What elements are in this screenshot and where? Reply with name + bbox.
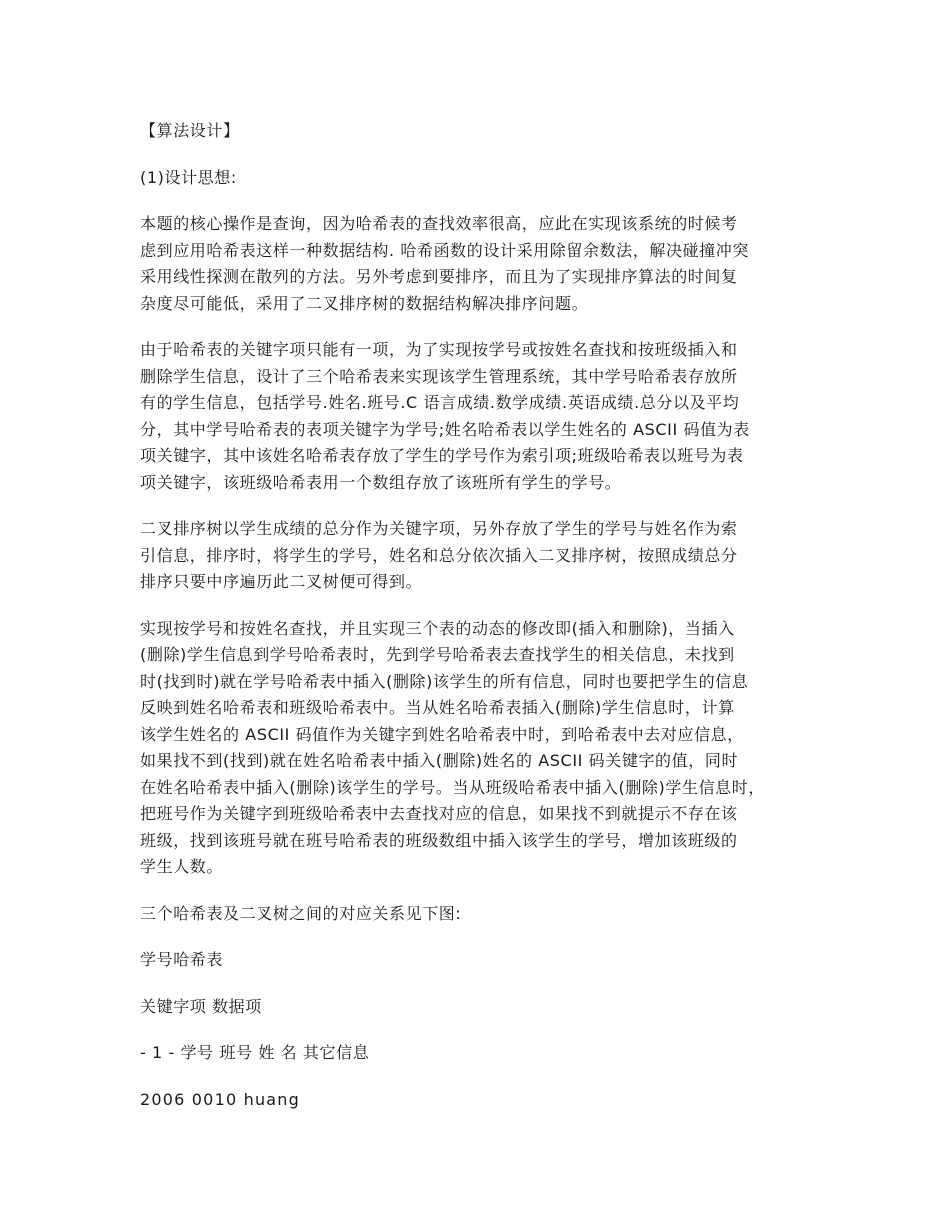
paragraph-line: 在姓名哈希表中插入(删除)该学生的学号。当从班级哈希表中插入(删除)学生信息时， [140, 777, 765, 797]
paragraph-line: 删除学生信息，设计了三个哈希表来实现该学生管理系统，其中学号哈希表存放所 [140, 366, 738, 386]
paragraph-line: 项关键字，其中该姓名哈希表存放了学生的学号作为索引项;班级哈希表以班号为表 [140, 446, 744, 465]
paragraph-line: 反映到姓名哈希表和班级哈希表中。当从姓名哈希表插入(删除)学生信息时，计算 [140, 698, 735, 717]
paragraph-line: 项关键字，该班级哈希表用一个数组存放了该班所有学生的学号。 [140, 472, 622, 492]
paragraph-line: 实现按学号和按姓名查找，并且实现三个表的动态的修改即(插入和删除)，当插入 [140, 618, 735, 638]
figure-intro: 三个哈希表及二叉树之间的对应关系见下图: [140, 903, 462, 923]
paragraph-line: 虑到应用哈希表这样一种数据结构. 哈希函数的设计采用除留余数法，解决碰撞冲突 [140, 240, 749, 260]
paragraph-line: 学生人数。 [140, 857, 224, 876]
paragraph-line: 由于哈希表的关键字项只能有一项，为了实现按学号或按姓名查找和按班级插入和 [140, 340, 738, 359]
paragraph-line: 该学生姓名的 ASCII 码值作为关键字到姓名哈希表中时，到哈希表中去对应信息， [140, 724, 744, 744]
paragraph-line: 时(找到时)就在学号哈希表中插入(删除)该学生的所有信息，同时也要把学生的信息 [140, 671, 749, 691]
paragraph-line: 班级，找到该班号就在班号哈希表的班级数组中插入该学生的学号，增加该班级的 [140, 830, 738, 850]
paragraph-line: 如果找不到(找到)就在姓名哈希表中插入(删除)姓名的 ASCII 码关键字的值，同时 [140, 751, 739, 770]
paragraph-core-operation [140, 211, 830, 317]
paragraph-line: 采用线性探测在散列的方法。另外考虑到要排序，而且为了实现排序算法的时间复 [140, 267, 738, 286]
paragraph-binary-sort-tree [140, 516, 830, 596]
paragraph-line: 把班号作为关键字到班级哈希表中去查找对应的信息，如果找不到就提示不存在该 [140, 804, 738, 823]
paragraph-line: (删除)学生信息到学号哈希表时，先到学号哈希表去查找学生的相关信息，未找到 [140, 645, 735, 664]
paragraph-line: 二叉排序树以学生成绩的总分作为关键字项，另外存放了学生的学号与姓名作为索 [140, 519, 738, 538]
table-header: 关键字项 数据项 [140, 996, 262, 1016]
page-marker-row: - 1 - 学号 班号 姓 名 其它信息 [140, 1043, 370, 1062]
paragraph-line: 杂度尽可能低，采用了二叉排序树的数据结构解决排序问题。 [140, 293, 589, 313]
paragraph-line: 有的学生信息，包括学号.姓名.班号.C 语言成绩.数学成绩.英语成绩.总分以及平均 [140, 393, 740, 412]
paragraph-line: 本题的核心操作是查询，因为哈希表的查找效率很高，应此在实现该系统的时候考 [140, 214, 738, 233]
paragraph-line: 引信息，排序时，将学生的学号，姓名和总分依次插入二叉排序树，按照成绩总分 [140, 545, 738, 565]
paragraph-line: 排序只要中序遍历此二叉树便可得到。 [140, 572, 423, 591]
sample-data-row: 2006 0010 huang [140, 1089, 300, 1109]
table-title: 学号哈希表 [140, 950, 224, 969]
section-heading: 【算法设计】 [140, 121, 240, 140]
paragraph-three-hash-tables [140, 337, 830, 496]
design-idea-subheading: (1)设计思想: [140, 167, 237, 187]
paragraph-insert-delete [140, 616, 830, 881]
text-column [140, 118, 830, 1133]
paragraph-line: 分，其中学号哈希表的表项关键字为学号;姓名哈希表以学生姓名的 ASCII 码值为表 [140, 419, 750, 439]
